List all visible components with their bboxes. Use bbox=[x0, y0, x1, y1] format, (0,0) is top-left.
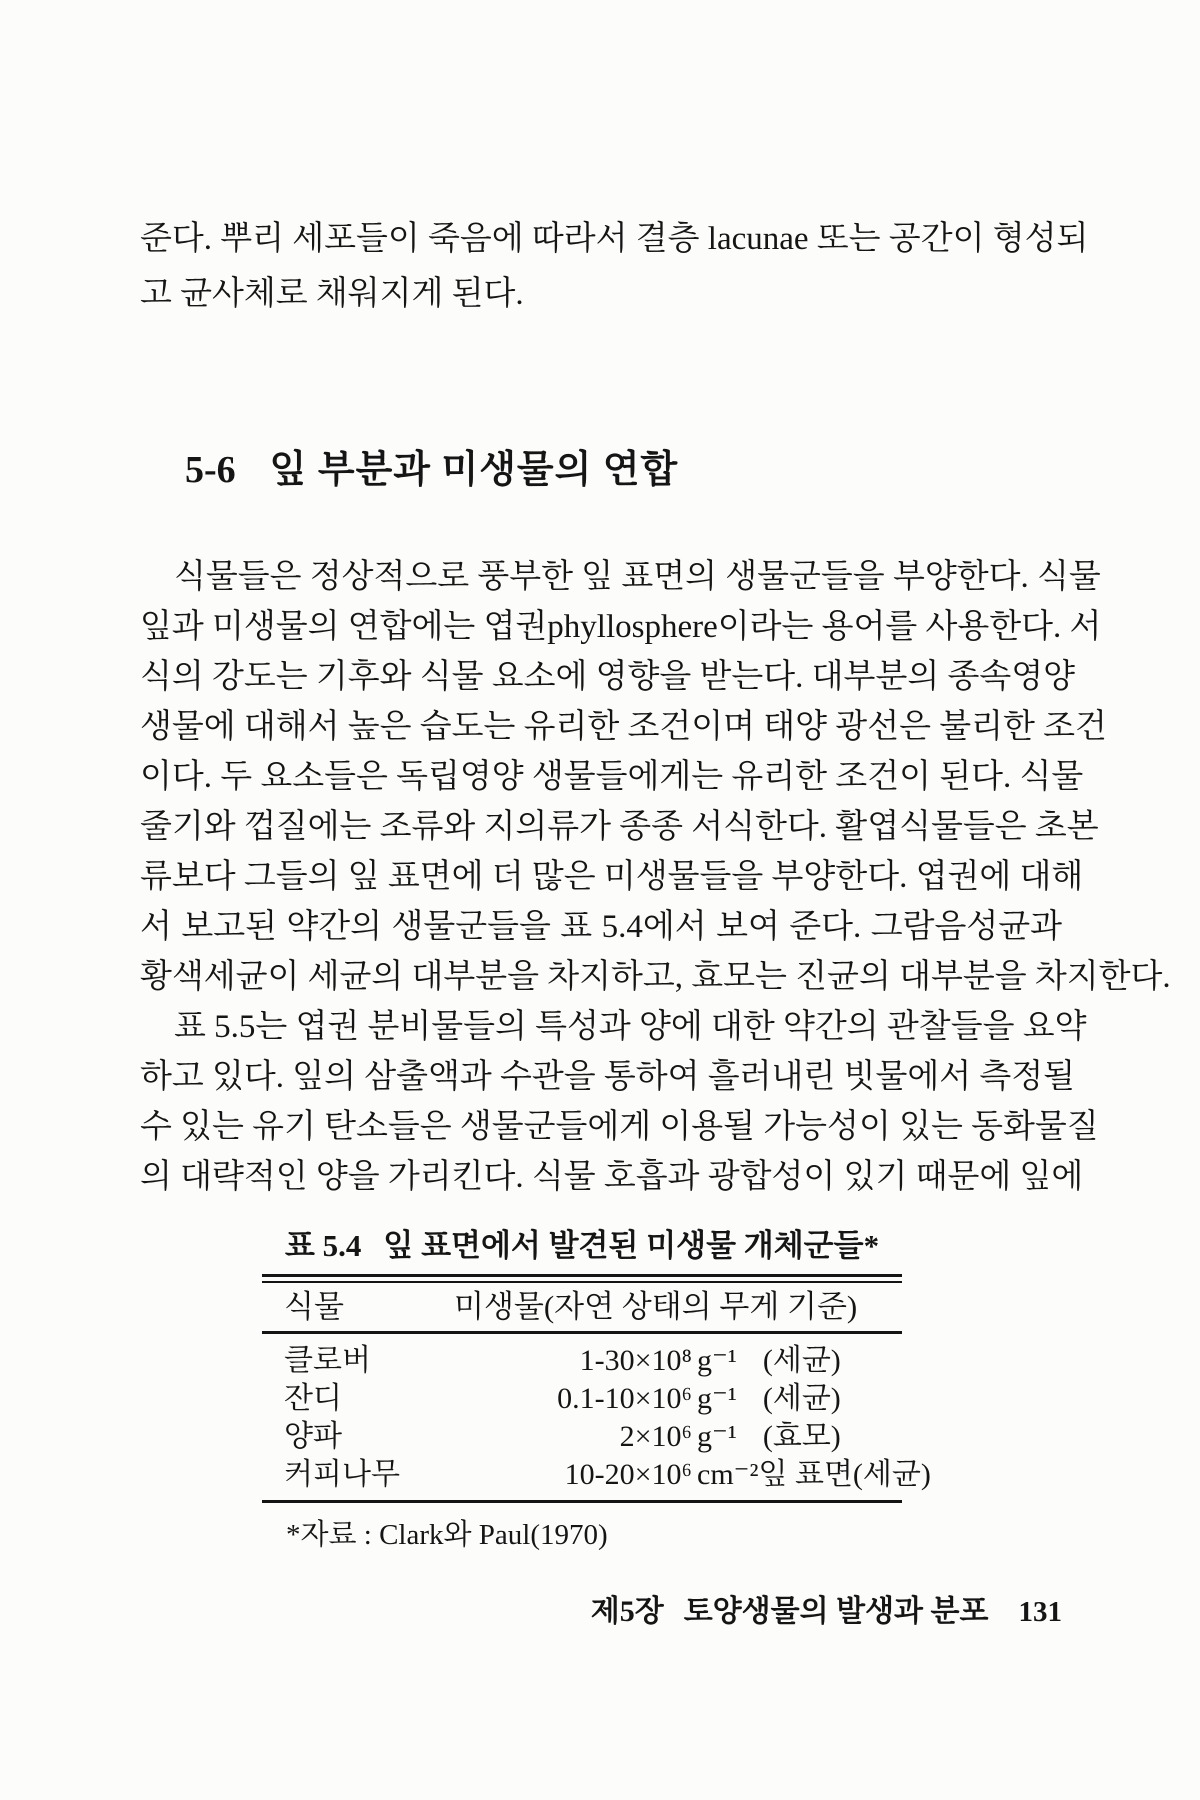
paragraph-3 bbox=[140, 1002, 1099, 1202]
table-top-rule bbox=[262, 1274, 902, 1283]
footer-chapter: 제5장 bbox=[590, 1595, 664, 1628]
text-line: 표 5.5는 엽권 분비물들의 특성과 양에 대한 약간의 관찰들을 요약 bbox=[174, 1009, 1087, 1045]
text-line: 줄기와 껍질에는 조류와 지의류가 종종 서식한다. 활엽식물들은 초본 bbox=[140, 809, 1099, 845]
cell-unit: g⁻¹ bbox=[697, 1382, 737, 1415]
table-row bbox=[262, 1456, 931, 1494]
cell-amount: 0.1-10×10⁶ bbox=[557, 1382, 692, 1415]
paragraph-2 bbox=[140, 552, 1171, 1002]
table-body bbox=[262, 1334, 931, 1500]
cell-unit: g⁻¹ bbox=[697, 1344, 737, 1377]
cell-amount: 2×10⁶ bbox=[619, 1420, 692, 1453]
cell-unit: cm⁻²잎 표면 bbox=[697, 1458, 853, 1491]
table-number: 표 5.4 bbox=[284, 1228, 362, 1263]
table-row bbox=[262, 1380, 902, 1418]
table-5-4 bbox=[262, 1226, 931, 1553]
page-footer bbox=[591, 1586, 1062, 1630]
text-line: 의 대략적인 양을 가리킨다. 식물 호흡과 광합성이 있기 때문에 잎에 bbox=[140, 1159, 1084, 1195]
table-header-row bbox=[262, 1283, 902, 1331]
cell-amount: 1-30×10⁸ bbox=[579, 1344, 692, 1377]
table-row bbox=[262, 1342, 902, 1380]
text-line: 황색세균이 세균의 대부분을 차지하고, 효모는 진균의 대부분을 차지한다. bbox=[140, 959, 1171, 995]
text-line: 서 보고된 약간의 생물군들을 표 5.4에서 보여 준다. 그람음성균과 bbox=[140, 909, 1062, 945]
table-bottom-rule bbox=[262, 1500, 902, 1503]
paragraph-1 bbox=[140, 212, 1089, 322]
cell-plant: 클로버 bbox=[284, 1344, 371, 1377]
cell-plant: 커피나무 bbox=[284, 1458, 400, 1491]
cell-unit: g⁻¹ bbox=[697, 1420, 737, 1453]
text-line: 이다. 두 요소들은 독립영양 생물들에게는 유리한 조건이 된다. 식물 bbox=[140, 759, 1084, 795]
text-line: 수 있는 유기 탄소들은 생물군들에게 이용될 가능성이 있는 동화물질 bbox=[140, 1109, 1099, 1145]
cell-organism: (효모) bbox=[762, 1420, 841, 1453]
cell-organism: (세균) bbox=[762, 1382, 841, 1415]
cell-organism: (세균) bbox=[762, 1344, 841, 1377]
cell-amount: 10-20×10⁶ bbox=[564, 1458, 692, 1491]
text-line: 하고 있다. 잎의 삼출액과 수관을 통하여 흘러내린 빗물에서 측정될 bbox=[140, 1059, 1075, 1095]
text-line: 고 균사체로 채워지게 된다. bbox=[140, 276, 524, 312]
text-line: 식의 강도는 기후와 식물 요소에 영향을 받는다. 대부분의 종속영양 bbox=[140, 659, 1075, 695]
cell-plant: 잔디 bbox=[284, 1382, 342, 1415]
text-line: 생물에 대해서 높은 습도는 유리한 조건이며 태양 광선은 불리한 조건 bbox=[140, 709, 1107, 745]
cell-plant: 양파 bbox=[284, 1420, 342, 1453]
table-title bbox=[262, 1226, 902, 1266]
footer-page-number: 131 bbox=[1018, 1596, 1062, 1628]
section-title: 잎 부분과 미생물의 연합 bbox=[269, 449, 679, 491]
section-heading bbox=[185, 438, 678, 493]
column-header-plant: 식물 bbox=[284, 1289, 344, 1324]
table-row bbox=[262, 1418, 902, 1456]
table-footnote: *자료 : Clark와 Paul(1970) bbox=[286, 1519, 608, 1551]
column-header-microbe: 미생물(자연 상태의 무게 기준) bbox=[454, 1289, 858, 1324]
footer-section-title: 토양생물의 발생과 분포 bbox=[683, 1595, 989, 1628]
text-line: 잎과 미생물의 연합에는 엽권phyllosphere이라는 용어를 사용한다. 서 bbox=[140, 609, 1102, 645]
text-line: 준다. 뿌리 세포들이 죽음에 따라서 결층 lacunae 또는 공간이 형성되 bbox=[140, 221, 1089, 257]
table-caption: 잎 표면에서 발견된 미생물 개체군들* bbox=[383, 1228, 880, 1263]
cell-organism: (세균) bbox=[852, 1458, 931, 1491]
text-line: 식물들은 정상적으로 풍부한 잎 표면의 생물군들을 부양한다. 식물 bbox=[174, 559, 1101, 595]
section-number: 5-6 bbox=[185, 449, 236, 491]
text-line: 류보다 그들의 잎 표면에 더 많은 미생물들을 부양한다. 엽권에 대해 bbox=[140, 859, 1084, 895]
